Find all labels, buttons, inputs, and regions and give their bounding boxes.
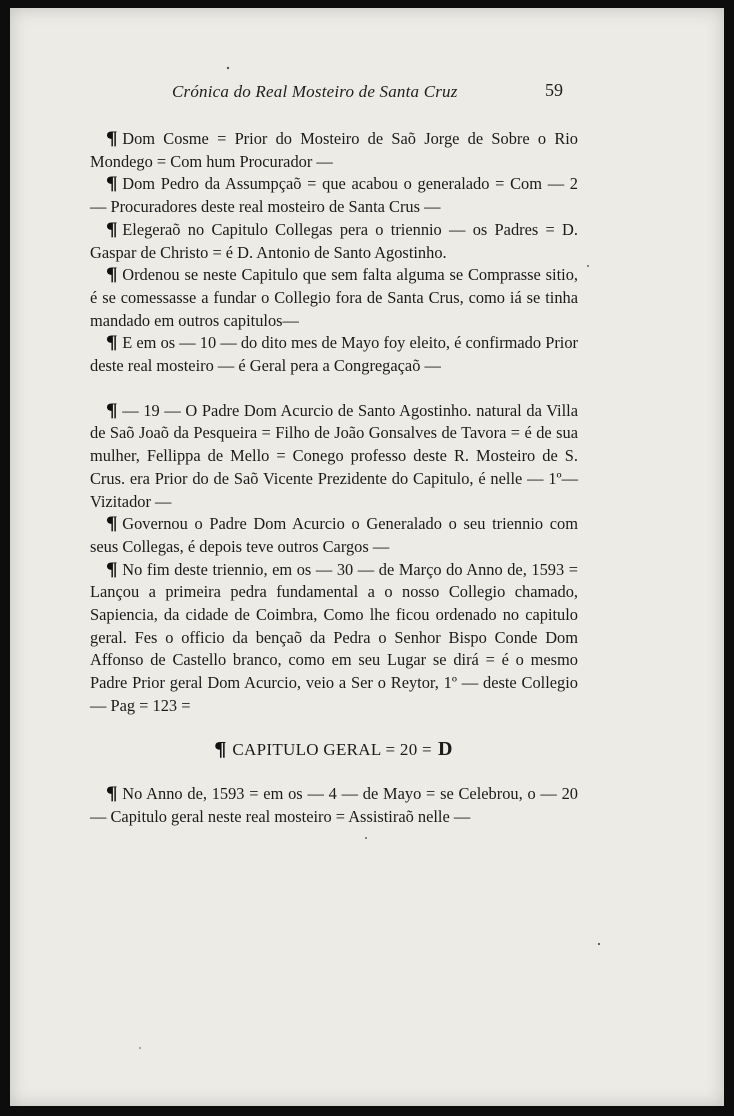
paragraph	[90, 173, 578, 218]
paragraph	[90, 128, 578, 173]
paragraph-mark-icon: ¶	[105, 399, 118, 421]
paragraph-text: — 19 — O Padre Dom Acurcio de Santo Agostinho. natural da Villa de Saõ Joaõ da Pesqueira = Filho de João Gonsalves de Tavora = é de sua mulher, Fellippa de Mello = Conego professo deste R. Mosteiro de S. Crus. era Prior do de Saõ Vicente Prezidente do Capitulo, é nelle — 1º—Vizitador —	[90, 400, 578, 511]
running-title: Crónica do Real Mosteiro de Santa Cruz	[172, 82, 458, 101]
paragraph	[90, 264, 578, 332]
paragraph	[90, 400, 578, 514]
paragraph	[90, 332, 578, 377]
speck	[227, 67, 229, 69]
paragraph-mark-icon: ¶	[105, 173, 118, 195]
paragraph	[90, 513, 578, 558]
chapter-heading	[90, 738, 578, 762]
chapter-heading-text: CAPITULO GERAL = 20 =	[232, 739, 432, 759]
paragraph-text: No Anno de, 1593 = em os — 4 — de Mayo = se Celebrou, o — 20 — Capitulo geral neste real mosteiro = Assistiraõ nelle —	[90, 784, 578, 826]
speck	[587, 265, 589, 267]
paragraph-text: Elegeraõ no Capitulo Collegas pera o triennio — os Padres = D. Gaspar de Christo = é D. Antonio de Santo Agostinho.	[90, 219, 578, 262]
paragraph-mark-icon: ¶	[105, 513, 118, 535]
page-number: 59	[545, 80, 563, 100]
paragraph-text: Dom Cosme = Prior do Mosteiro de Saõ Jorge de Sobre o Rio Mondego = Com hum Procurador —	[90, 129, 578, 171]
paragraph-mark-icon: ¶	[105, 128, 118, 149]
paragraph	[90, 559, 578, 718]
paragraph-mark-icon: ¶	[105, 783, 118, 805]
heading-end-mark: D	[437, 737, 453, 760]
paragraph-text: E em os — 10 — do dito mes de Mayo foy eleito, é confirmado Prior deste real mosteiro — é Geral pera a Congregaçaõ —	[90, 333, 578, 376]
paragraph	[90, 783, 578, 828]
speck	[139, 1047, 141, 1049]
paragraph-text: Governou o Padre Dom Acurcio o Generalado o seu triennio com seus Collegas, é depois teve outros Cargos —	[90, 514, 578, 556]
body-text	[90, 128, 578, 829]
page-header	[10, 76, 724, 104]
document-page	[10, 8, 724, 1106]
paragraph-mark-icon: ¶	[214, 737, 228, 760]
speck	[365, 837, 367, 839]
paragraph-text: No fim deste triennio, em os — 30 — de Março do Anno de, 1593 = Lançou a primeira pedra fundamental a o nosso Collegio chamado, Sapiencia, da cidade de Coimbra, Como lhe ficou ordenado no capitulo geral. Fes o officio da bençaõ da Pedra o Senhor Bispo Conde Dom Affonso de Castello branco, como em seu Lugar se dirá = é o mesmo Padre Prior geral Dom Acurcio, veio a Ser o Reytor, 1º — deste Collegio — Pag = 123 =	[90, 559, 578, 715]
paragraph-mark-icon: ¶	[105, 332, 118, 354]
paragraph-mark-icon: ¶	[105, 558, 118, 580]
paragraph-mark-icon: ¶	[105, 264, 118, 286]
paragraph-text: Dom Pedro da Assumpçaõ = que acabou o generalado = Com — 2 — Procuradores deste real mosteiro de Santa Crus —	[90, 174, 578, 217]
speck	[598, 943, 600, 945]
paragraph	[90, 219, 578, 264]
paragraph-mark-icon: ¶	[105, 218, 118, 240]
paragraph-text: Ordenou se neste Capitulo que sem falta alguma se Comprasse sitio, é se comessasse a fundar o Collegio fora de Santa Crus, como iá se tinha mandado em outros capitulos—	[90, 265, 578, 330]
